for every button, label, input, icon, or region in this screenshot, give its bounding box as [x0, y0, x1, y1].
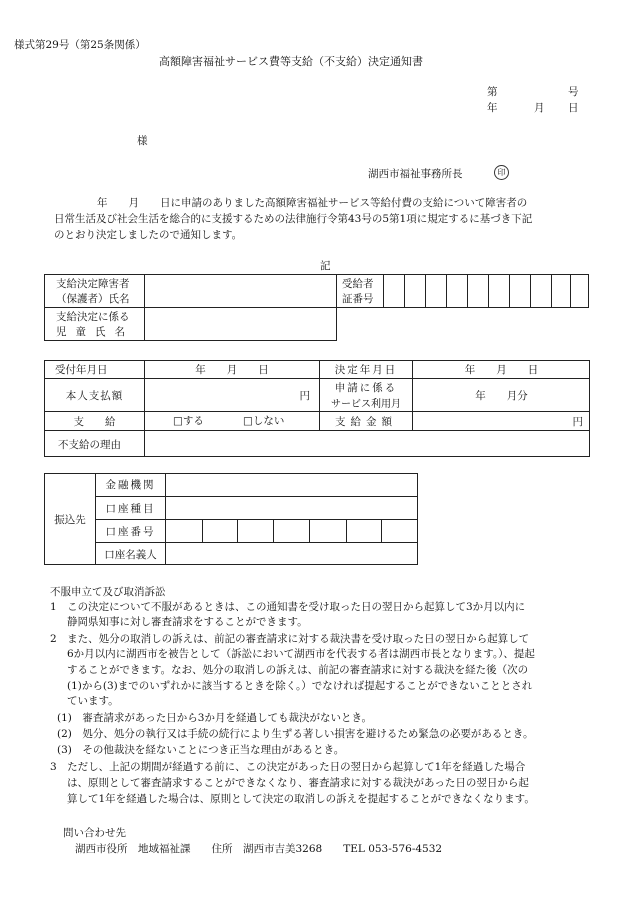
note-line-9: (2) 処分、処分の執行又は手続の続行により生ずる著しい損害を避けるため緊急の必要があるとき。: [57, 728, 534, 740]
label-account-holder: 口座名義人: [104, 548, 157, 561]
account-type-field[interactable]: [168, 499, 415, 517]
label-account-number: 口座番号: [105, 525, 156, 538]
label-receipt-date: [55, 360, 135, 378]
note-line-13: 算して1年を経過した場合は、原則として決定の取消しの訴えを提起することができなくなります。: [67, 793, 535, 805]
account-number-field[interactable]: [168, 522, 415, 540]
nonpayment-reason-field[interactable]: [147, 433, 587, 455]
label-recipient-name-2: （保護者）氏名: [56, 293, 130, 305]
label-service-month-1: 申請に係る: [334, 382, 398, 394]
cert-number-field[interactable]: [386, 278, 569, 304]
note-line-12: は、原則として審査請求することができなくなり、審査請求に対する裁決があった日の翌日から起: [67, 777, 529, 789]
recipient-name-field[interactable]: [147, 280, 333, 304]
note-line-3: 2 また、処分の取消しの訴えは、前記の審査請求に対する裁決書を受け取った日の翌日から起算して: [50, 633, 530, 645]
intro-line-1: 年 月 日に申請のありました高額障害福祉サービス等給付費の支給について障害者の: [97, 197, 528, 209]
label-self-pay: 本人支払額: [65, 389, 124, 402]
intro-line-2: 日常生活及び社会生活を総合的に支援するための法律施行令第43号の5第1項に規定するに基づき下記: [54, 213, 533, 225]
account-holder-field[interactable]: [168, 545, 415, 563]
label-child-2: 児童氏名: [56, 326, 134, 338]
note-line-4: 6か月以内に湖西市を被告として（訴訟において湖西市を代表する者は湖西市長となります。）、提起: [67, 648, 535, 660]
child-name-field[interactable]: [147, 312, 333, 336]
date-year: 年: [487, 102, 498, 114]
number-suffix: 号: [568, 86, 579, 98]
label-decision-date: 決定年月日: [334, 363, 398, 376]
contact-line: 湖西市役所 地域福祉課 住所 湖西市吉美3268 TEL 053-576-4532: [75, 843, 443, 855]
yen-unit-2: 円: [572, 415, 583, 428]
date-day: 日: [568, 102, 579, 114]
seal-text: 印: [497, 168, 506, 177]
note-line-1: 1 この決定について不服があるときは、この通知書を受け取った日の翌日から起算して3か月以内に: [50, 601, 526, 613]
note-line-5: することができます。なお、処分の取消しの訴えは、前記の審査請求に対する裁決を経た後（次の: [67, 664, 529, 676]
form-number: 様式第29号（第25条関係）: [14, 39, 146, 51]
label-account-type: 口座種目: [105, 502, 156, 515]
label-bank-transfer: 振込先: [54, 513, 86, 526]
receipt-date-value[interactable]: 年 月 日: [195, 363, 269, 376]
label-cert-2: 証番号: [342, 293, 374, 305]
issuer-name: 湖西市福祉事務所長: [368, 168, 463, 180]
note-line-11: 3 ただし、上記の期間が経過する前に、この決定があった日の翌日から起算して1年を経過した場合: [50, 761, 526, 773]
label-cert-1: 受給者: [342, 278, 374, 290]
note-line-6: (1)から(3)までのいずれかに該当するときを除く。）でなければ提起することができないこととされ: [67, 680, 533, 692]
contact-heading: 問い合わせ先: [63, 827, 126, 839]
date-month: 月: [534, 102, 545, 114]
payment-amount-value[interactable]: [413, 412, 583, 430]
label-service-month-2: サービス利用月: [331, 399, 401, 410]
ki-heading: 記: [320, 260, 331, 272]
label-recipient-name-1: 支給決定障害者: [56, 278, 130, 290]
service-month-value[interactable]: 年 月分: [475, 389, 528, 402]
label-payment-amount: 支給金額: [335, 415, 397, 428]
label-child-1: 支給決定に係る: [56, 311, 130, 323]
note-line-10: (3) その他裁決を経ないことにつき正当な理由があるとき。: [57, 744, 345, 756]
self-pay-value[interactable]: [145, 379, 310, 411]
decision-date-value[interactable]: 年 月 日: [464, 363, 539, 376]
label-nonpayment-reason: 不支給の理由: [58, 438, 121, 451]
label-bank-institution: 金融機関: [105, 479, 156, 491]
note-line-2: 静岡県知事に対し審査請求をすることができます。: [67, 616, 308, 628]
yen-unit: 円: [299, 389, 310, 402]
note-line-7: ています。: [67, 695, 119, 707]
label-receipt-date-text: 受付年月日: [55, 363, 108, 376]
intro-line-3: のとおり決定しましたので通知します。: [54, 229, 243, 241]
recipient-sama: 様: [137, 135, 148, 147]
option-pay-yes[interactable]: □する: [173, 415, 204, 427]
option-pay-no[interactable]: □しない: [243, 415, 285, 427]
note-line-8: (1) 審査請求があった日から3か月を経過しても裁決がないとき。: [57, 712, 373, 724]
number-prefix: 第: [487, 86, 498, 98]
document-title: 高額障害福祉サービス費等支給（不支給）決定通知書: [159, 55, 423, 68]
label-payment: 支 給: [73, 415, 116, 428]
seal-mark: [494, 165, 509, 180]
bank-institution-field[interactable]: [168, 476, 415, 494]
notes-heading: 不服申立て及び取消訴訟: [50, 586, 166, 598]
